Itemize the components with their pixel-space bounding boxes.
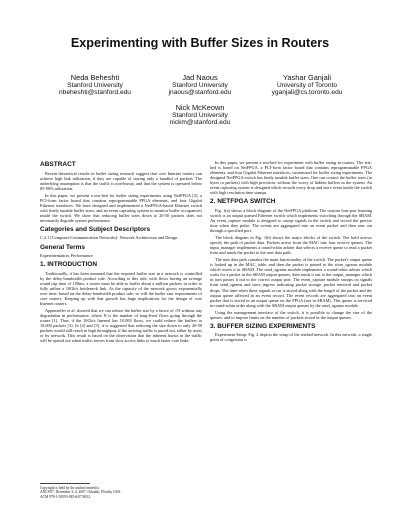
isbn-line: ACM 978-1-59593-945-6/07/0012. (40, 494, 91, 499)
author-block (150, 104, 250, 127)
body-paragraph: In this paper, we present a test-bed for experiment with buffer sizing in routers. The test-bed is based on NetFPGA, a PCI-form factor board that contains reprogrammable FPGA elements, and four Gigabit Ethernet interfaces, customized for buffer sizing experiments. The designed NetFPGA switch has finely tunable buffer sizes. One can control the buffer sizes (in bytes or packets) with high precision, without the worry of hidden buffers in the system. An event capturing system is designed which records every drop and store event inside the switch with high resolution time stamps. (210, 160, 372, 196)
abstract-paragraph: In this paper, we present a test-bed for buffer sizing experiments using NetFPGA [2], a PCI-form factor board that contains reprogrammable FPGA elements, and four Gigabit Ethernet interfaces. We have designed and implemented a NetFPGA-based Ethernet switch with finely tunable buffer sizes, and an event capturing system to monitor buffer occupancies inside the switch. We show that reducing buffer sizes down to 20-50 packets does not necessarily degrade system performance. (40, 192, 202, 223)
abstract-paragraph: Recent theoretical results in buffer sizing research suggest that core Internet routers can achieve high link utilization, if they are capable of storing only a handful of packets. The underlying assumption is that the traffic is non-bursty, and that the system is operated below 85-90% utilization. (40, 170, 202, 191)
author-email: nbeheshti@stanford.edu (59, 89, 131, 97)
intro-heading: 1. INTRODUCTION (40, 261, 98, 269)
author-email: nickm@stanford.edu (169, 119, 231, 127)
terms-text: Experimentation, Performance (40, 253, 93, 259)
body-paragraph: Using the management interface of the switch, it is possible to change the size of the queues, and to impose limits on the number of packets stored in the output queues. (210, 309, 372, 320)
author-affiliation: Stanford University (172, 82, 228, 89)
right-column (210, 160, 372, 344)
terms-heading: General Terms (40, 243, 86, 251)
body-paragraph: Fig. 1(a) shows a block diagram of the NetFPGA platform. The custom four-port learning switch is an output queued Ethernet switch which implements switching through the SRAM. An event_capture module is designed to snoop signals in the switch and record the precise time when they pulse. The events are aggregated into an event packet and then sent out through a specified port. (210, 207, 372, 234)
author-name: Neda Beheshti (70, 73, 120, 82)
body-paragraph: The user data path contains the main functionality of the switch. The packet's output queue is looked up in the MAC_table, and then the packet is passed to the store_sgrams module which stores it in SRAM. The send_sgrams module implements a round-robin arbiter which waits for a packet in the SRAM output queues, then sends it out to the output_manager which in turn passes it out to the correct output port. The event_capture module snoops on signals from send_sgrams and store_ingress indicating packet storage, packet removal and packet drops. The time when these signals occur is stored along with the length of the packet and the output queue affected in an event record. The event records are aggregated into an event packet that is stored in an output queue on the FPGA (not in SRAM). This queue is serviced in round-robin order along with the SRAM output queues by the send_sgrams module. (210, 257, 372, 308)
author-email: jnaous@stanford.edu (168, 89, 232, 97)
author-name: Yashar Ganjali (283, 73, 331, 82)
conference-line: ANCS'07, December 3–4, 2007, Orlando, Florida, USA. (40, 490, 122, 495)
author-affiliation: Stanford University (67, 82, 123, 89)
categories-heading: Categories and Subject Descriptors (40, 225, 151, 233)
abstract-heading: ABSTRACT (40, 161, 76, 168)
author-name: Nick McKeown (175, 103, 225, 112)
intro-paragraph: Traditionally, it has been assumed that the required buffer size in a network is controlled by the delay-bandwidth product rule. According to this rule, with flows having an average round trip time of 100ms, a router must be able to buffer about a million packets in order to fully utilize a 10Gb/s bottleneck link. As the capacity of the network grows exponentially over time, based on the delay-bandwidth product rule, so will the buffer size requirements of core routers. Keeping up with that growth has huge implications for the design of core Internet routers. (40, 270, 202, 306)
author-affiliation: Stanford University (172, 112, 228, 119)
left-column (40, 158, 202, 345)
intro-paragraph: Appenzeller et al. showed that we can reduce the buffer size by a factor of √N without any degradation in performance, where N is the number of long-lived flows going through the router [1]. Thus, if the 10Gb/s linereal has 10,000 flows, we could reduce the buffers to 10,000 packets [3]. In [4] and [5], it is suggested that reducing the size down to only 20-50 packets would still result in high throughput, if the arriving traffic is paced out, either by users or by network. This result is based on the observation that the inherent bursts in the traffic will be spread out when traffic moves from slow access links to much faster core links. (40, 307, 202, 344)
author-block (40, 74, 150, 97)
author-block (252, 74, 362, 97)
experiments-heading: 3. BUFFER SIZING EXPERIMENTS (210, 322, 316, 330)
categories-text: C.2.1 [Computer-Communication Networks]: Network Architecture and Design (40, 235, 178, 241)
footnote-rule (40, 483, 90, 484)
body-paragraph: The block diagram in Fig. 1(b) shows the major blocks of the switch. The bold arrows specify the path of packet data. Packets arrive from the MAC into four receive queues. The input_manager implements a round-robin arbiter that selects a receive queue to read a packet from and sends the packet to the user data path. (210, 235, 372, 256)
author-email: yganjali@cs.toronto.edu (271, 89, 343, 97)
body-paragraph: Experiment Setup: Fig. 2 depicts the setup of the testbed network. In this network, a single point of congestion is (210, 332, 372, 343)
author-block (150, 74, 250, 97)
netfpga-heading: 2. NETFPGA SWITCH (210, 198, 276, 206)
copyright-notice (40, 486, 202, 499)
author-affiliation: University of Toronto (277, 82, 337, 89)
paper-title: Experimenting with Buffer Sizes in Routers (70, 36, 330, 50)
author-name: Jad Naous (182, 73, 218, 82)
copyright-line: Copyright is held by the author/owner(s). (40, 486, 100, 490)
